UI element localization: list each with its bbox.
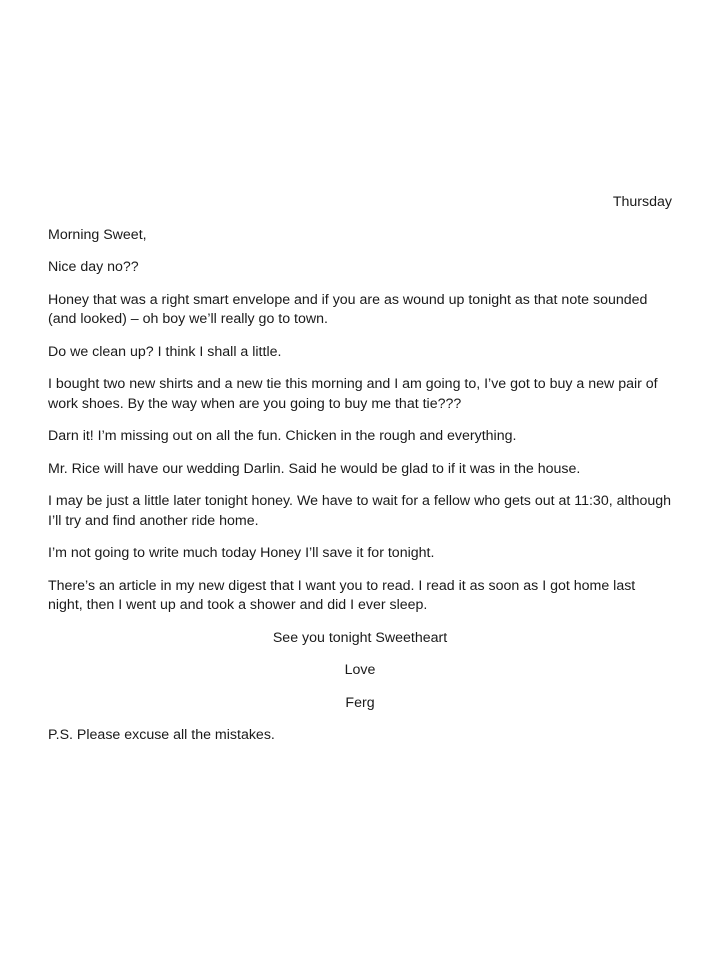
letter-paragraph: I may be just a little later tonight honey. We have to wait for a fellow who gets out at 11:30, although I’ll try and find another ride home. xyxy=(48,493,672,529)
letter-page xyxy=(48,193,672,759)
letter-postscript: P.S. Please excuse all the mistakes. xyxy=(48,727,275,743)
letter-paragraph: Mr. Rice will have our wedding Darlin. Said he would be glad to if it was in the house. xyxy=(48,460,581,477)
letter-greeting: Morning Sweet, xyxy=(48,226,147,243)
letter-paragraph: I bought two new shirts and a new tie this morning and I am going to, I’ve got to buy a new pair of work shoes. By the way when are you going to buy me that tie??? xyxy=(48,376,658,412)
letter-paragraph: Do we clean up? I think I shall a little. xyxy=(48,343,282,360)
letter-paragraph: Honey that was a right smart envelope and if you are as wound up tonight as that note sounded (and looked) – oh boy we’ll really go to town. xyxy=(48,291,648,327)
letter-date: Thursday xyxy=(612,194,672,210)
letter-paragraph: I’m not going to write much today Honey I’ll save it for tonight. xyxy=(48,545,435,561)
letter-paragraph: Nice day no?? xyxy=(48,259,139,275)
letter-valediction: Love xyxy=(344,662,376,678)
letter-closing: See you tonight Sweetheart xyxy=(272,629,448,646)
letter-paragraph: There’s an article in my new digest that I want you to read. I read it as soon as I got home last night, then I went up and took a shower and did I ever sleep. xyxy=(48,577,636,613)
letter-signature: Ferg xyxy=(345,694,375,711)
letter-paragraph: Darn it! I’m missing out on all the fun. Chicken in the rough and everything. xyxy=(48,428,517,444)
